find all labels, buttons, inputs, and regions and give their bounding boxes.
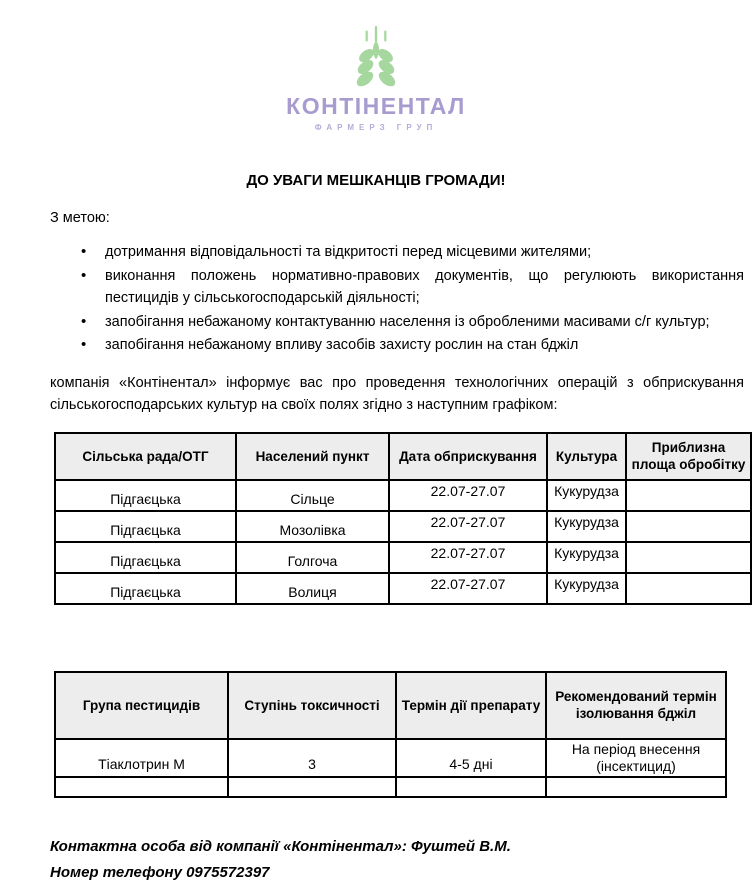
bullet-item: • дотримання відповідальності та відкритості перед місцевими жителями;	[50, 241, 744, 264]
table-cell: 22.07-27.07	[389, 511, 547, 542]
table-cell	[55, 777, 228, 797]
column-header: Група пестицидів	[55, 672, 228, 739]
table-cell	[626, 573, 751, 604]
notice-title: ДО УВАГИ МЕШКАНЦІВ ГРОМАДИ!	[246, 172, 506, 189]
bullet-item: • виконання положень нормативно-правових документів, що регулюють використання пестицидів у сільськогосподарській діяльності;	[50, 265, 744, 310]
table-cell: Мозолівка	[236, 511, 389, 542]
column-header: Приблизна площа обробітку	[626, 433, 751, 480]
table-cell	[396, 777, 546, 797]
column-header: Ступінь токсичності	[228, 672, 396, 739]
table-row	[55, 739, 726, 777]
bullet-item: • запобігання небажаному контактуванню населення із обробленими масивами с/г культур;	[50, 311, 744, 334]
table-cell: Підгаєцька	[55, 480, 236, 511]
footer-contact-block	[50, 834, 752, 886]
table-cell: Підгаєцька	[55, 573, 236, 604]
table-cell: Кукурудза	[547, 573, 626, 604]
info-paragraph: компанія «Контінентал» інформує вас про проведення технологічних операцій з обприскування сільськогосподарських культур на своїх полях згідно з наступним графіком:	[50, 374, 744, 413]
column-header: Сільська рада/ОТГ	[55, 433, 236, 480]
table-cell: Голгоча	[236, 542, 389, 573]
table-row	[55, 573, 751, 604]
table-cell: Кукурудза	[547, 480, 626, 511]
logo-wordmark: КОНТІНЕНТАЛ	[286, 93, 466, 119]
table-cell: Сільце	[236, 480, 389, 511]
spray-schedule-table	[54, 432, 752, 605]
column-header: Культура	[547, 433, 626, 480]
table-cell	[626, 511, 751, 542]
table-row	[55, 542, 751, 573]
table-row	[55, 777, 726, 797]
table-cell	[228, 777, 396, 797]
notice-body	[50, 210, 744, 416]
table-cell: 22.07-27.07	[389, 573, 547, 604]
column-header: Населений пункт	[236, 433, 389, 480]
column-header: Рекомендований термін ізолювання бджіл	[546, 672, 726, 739]
table-cell: Кукурудза	[547, 511, 626, 542]
wheat-icon	[346, 26, 406, 88]
contact-line: Контактна особа від компанії «Контінентал»: Фуштей В.М.	[50, 837, 511, 855]
table-cell: 22.07-27.07	[389, 542, 547, 573]
table-cell: На період внесення (інсектицид)	[546, 739, 726, 777]
table-cell: Підгаєцька	[55, 511, 236, 542]
table-row	[55, 511, 751, 542]
company-logo	[0, 0, 752, 132]
goals-list	[50, 241, 744, 357]
phone-line: Номер телефону 0975572397	[50, 863, 270, 881]
table-cell: 3	[228, 739, 396, 777]
intro-line: З метою:	[50, 210, 110, 226]
table-row	[55, 480, 751, 511]
column-header: Термін дії препарату	[396, 672, 546, 739]
table-cell: 4-5 дні	[396, 739, 546, 777]
table-cell: Тіаклотрин М	[55, 739, 228, 777]
table-cell	[626, 542, 751, 573]
logo-tagline: ФАРМЕРЗ ГРУП	[314, 123, 438, 132]
table-cell: Кукурудза	[547, 542, 626, 573]
table-cell	[546, 777, 726, 797]
bullet-item: • запобігання небажаному впливу засобів захисту рослин на стан бджіл	[50, 334, 744, 357]
table-cell: 22.07-27.07	[389, 480, 547, 511]
table-cell: Підгаєцька	[55, 542, 236, 573]
table-cell	[626, 480, 751, 511]
column-header: Дата обприскування	[389, 433, 547, 480]
pesticide-info-table	[54, 671, 727, 798]
table-cell: Волиця	[236, 573, 389, 604]
